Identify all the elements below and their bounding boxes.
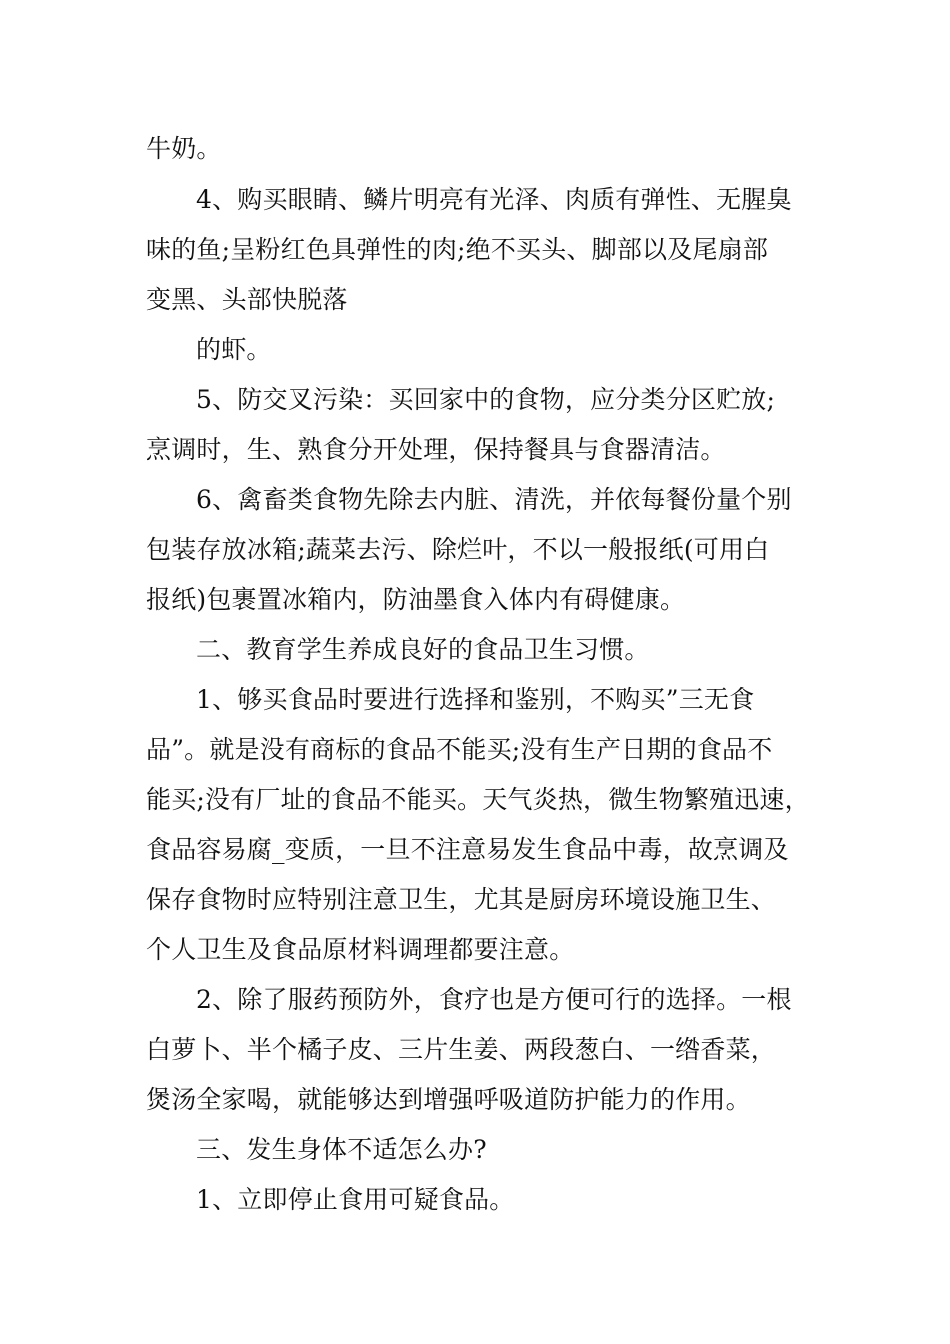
text-line: 味的鱼;呈粉红色具弹性的肉;绝不买头、脚部以及尾扇部 [146,235,769,264]
text-line: 1、够买食品时要进行选择和鉴别，不购买”三无食 [196,685,755,714]
text-line: 的虾。 [196,335,272,364]
text-line: 5、防交叉污染：买回家中的食物，应分类分区贮放; [196,385,776,414]
text-line: 个人卫生及食品原材料调理都要注意。 [146,935,575,964]
text-line: 二、教育学生养成良好的食品卫生习惯。 [196,635,650,664]
text-line: 品”。就是没有商标的食品不能买;没有生产日期的食品不 [146,735,773,764]
text-line: 能买;没有厂址的食品不能买。天气炎热，微生物繁殖迅速， [146,785,810,814]
text-line: 报纸)包裹置冰箱内，防油墨食入体内有碍健康。 [146,585,686,614]
text-line: 食品容易腐_变质，一旦不注意易发生食品中毒，故烹调及 [146,835,789,864]
text-line: 包装存放冰箱;蔬菜去污、除烂叶，不以一般报纸(可用白 [146,535,770,564]
text-line: 4、购买眼睛、鳞片明亮有光泽、肉质有弹性、无腥臭 [196,185,792,214]
text-line: 白萝卜、半个橘子皮、三片生姜、两段葱白、一绺香菜， [146,1035,777,1064]
text-line: 2、除了服药预防外，食疗也是方便可行的选择。一根 [196,985,792,1014]
text-line: 变黑、头部快脱落 [146,285,348,314]
text-line: 保存食物时应特别注意卫生，尤其是厨房环境设施卫生、 [146,885,777,914]
text-line: 烹调时，生、熟食分开处理，保持餐具与食器清洁。 [146,435,726,464]
text-line: 6、禽畜类食物先除去内脏、清洗，并依每餐份量个别 [196,485,792,514]
text-line: 牛奶。 [146,134,222,163]
text-line: 煲汤全家喝，就能够达到增强呼吸道防护能力的作用。 [146,1085,751,1114]
text-line: 三、发生身体不适怎么办? [196,1135,487,1164]
text-line: 1、立即停止食用可疑食品。 [196,1185,515,1214]
